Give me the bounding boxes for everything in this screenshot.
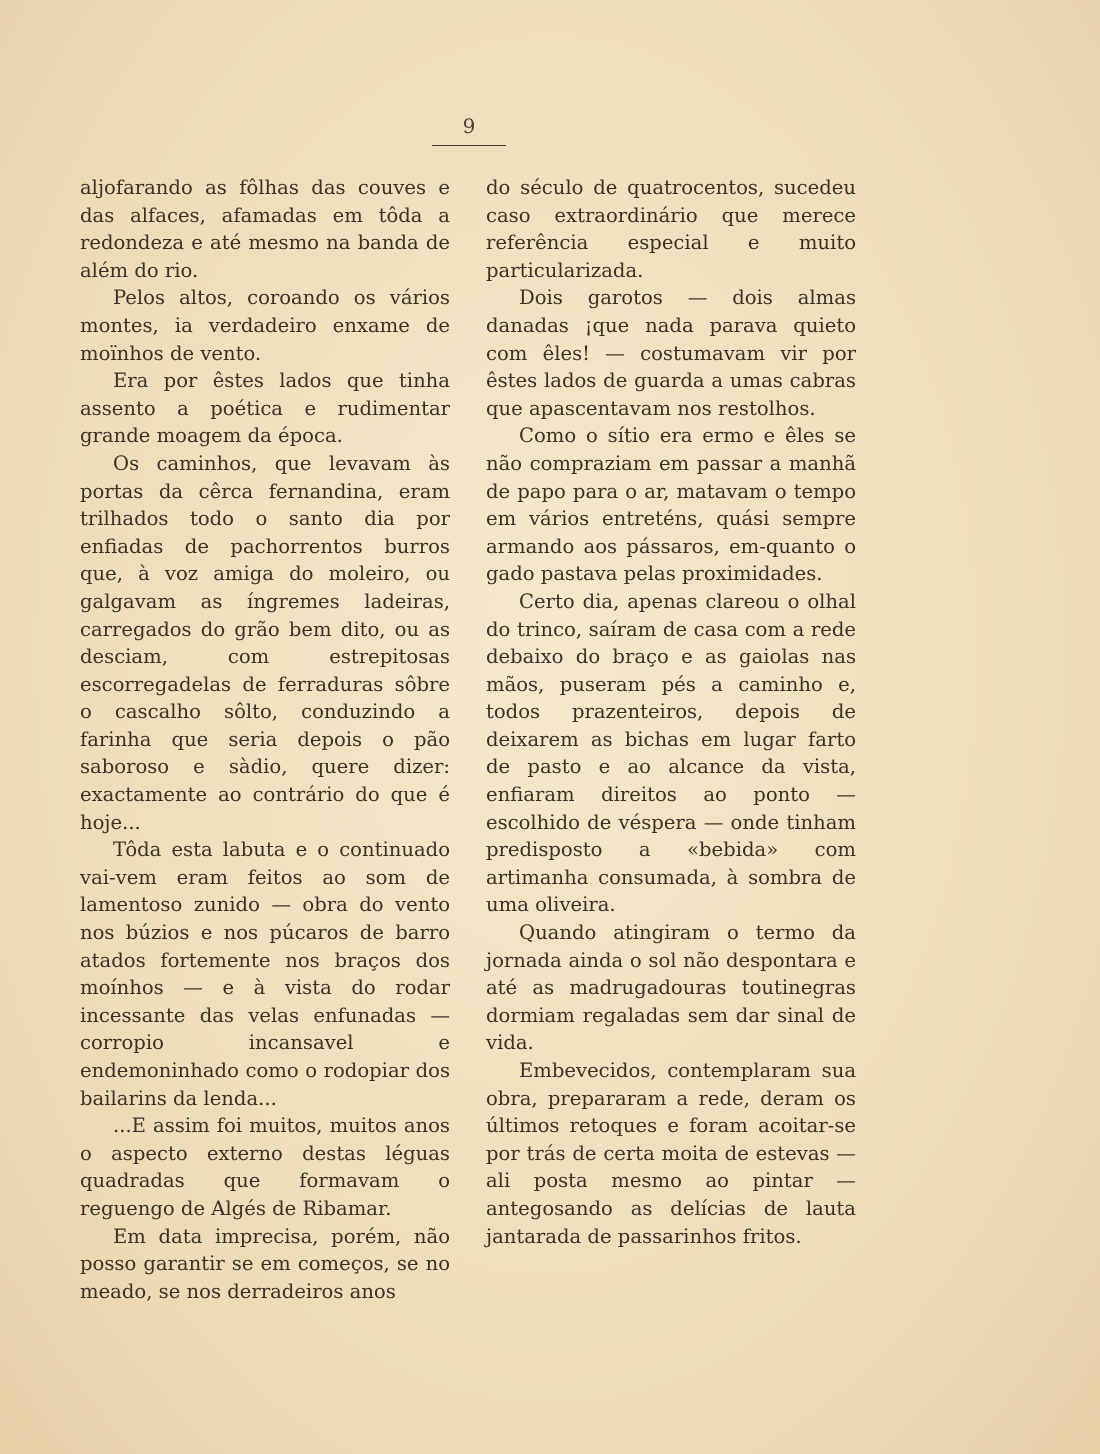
paragraph: Dois garotos — dois almas danadas ¡que nada parava quieto com êles! — costumavam vir por êstes lados de guarda a umas cabras que apascentavam nos restolhos. — [486, 286, 856, 420]
paragraph: Quando atingiram o termo da jornada ainda o sol não despontara e até as madrugadouras toutinegras dormiam regaladas sem dar sinal de vida. — [486, 921, 856, 1055]
paragraph: ...E assim foi muitos, muitos anos o aspecto externo destas léguas quadradas que formavam o reguengo de Algés de Ribamar. — [80, 1114, 450, 1220]
paragraph: Embevecidos, contemplaram sua obra, prepararam a rede, deram os últimos retoques e foram acoitar-se por trás de certa moita de estevas — ali posta mesmo ao pintar — antegosando as delícias de lauta jantarada de passarinhos fritos. — [486, 1059, 856, 1248]
paragraph: Pelos altos, coroando os vários montes, ia verdadeiro enxame de moïnhos de vento. — [80, 286, 450, 365]
left-column — [80, 174, 450, 1305]
paragraph: Era por êstes lados que tinha assento a poética e rudimentar grande moagem da época. — [80, 369, 450, 448]
right-column — [486, 174, 856, 1250]
paragraph: aljofarando as fôlhas das couves e das alfaces, afamadas em tôda a redondeza e até mesmo na banda de além do rio. — [80, 176, 450, 282]
paragraph: Como o sítio era ermo e êles se não compraziam em passar a manhã de papo para o ar, matavam o tempo em vários entreténs, quási sempre armando aos pássaros, em-quanto o gado pastava pelas proximidades. — [486, 424, 856, 586]
paragraph: do século de quatrocentos, sucedeu caso extraordinário que merece referência especial e muito particularizada. — [486, 176, 856, 282]
page-number: 9 — [462, 114, 476, 138]
paragraph: Em data imprecisa, porém, não posso garantir se em começos, se no meado, se nos derradeiros anos — [80, 1224, 450, 1303]
paragraph: Certo dia, apenas clareou o olhal do trinco, saíram de casa com a rede debaixo do braço e as gaiolas nas mãos, puseram pés a caminho e, todos prazenteiros, depois de deixarem as bichas em lugar farto de pasto e ao alcance da vista, enfiaram direitos ao ponto — escolhido de véspera — onde tinham predisposto a «bebida» com artimanha consumada, à sombra de uma oliveira. — [486, 589, 856, 917]
page-number-rule — [432, 145, 506, 146]
paragraph: Os caminhos, que levavam às portas da cêrca fernandina, eram trilhados todo o santo dia por enfiadas de pachorrentos burros que, à voz amiga do moleiro, ou galgavam as íngremes ladeiras, carregados do grão bem dito, ou as desciam, com estrepitosas escorregadelas de ferraduras sôbre o cascalho sôlto, conduzindo a farinha que seria depois o pão saboroso e sàdio, quere dizer: exactamente ao contrário do que é hoje... — [80, 451, 450, 834]
paragraph: Tôda esta labuta e o continuado vai-vem eram feitos ao som de lamentoso zunido — obra do vento nos búzios e nos púcaros de barro atados fortemente nos braços dos moínhos — e à vista do rodar incessante das velas enfunadas — corropio incansavel e endemoninhado como o rodopiar dos bailarins da lenda... — [80, 838, 450, 1110]
